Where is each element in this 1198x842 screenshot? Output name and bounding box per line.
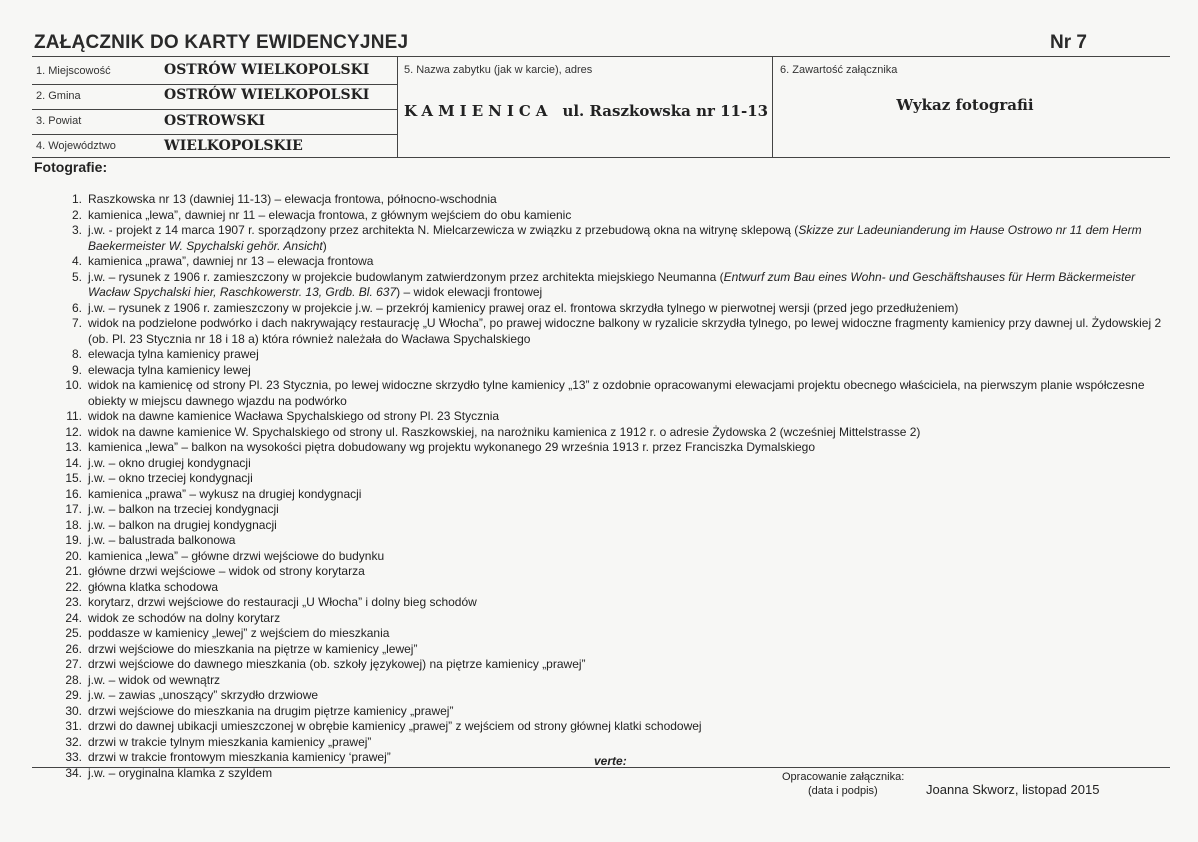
zawartosc-value: Wykaz fotografii (896, 96, 1034, 114)
item-description: j.w. – rysunek z 1906 r. zamieszczony w projekcie j.w. – przekrój kamienicy prawej oraz el. frontowa skrzydła tylnego w pierwotnej wersji (przed jego przedłużeniem) (88, 300, 959, 315)
item-number: 29. (65, 688, 82, 702)
item-description: j.w. – okno drugiej kondygnacji (88, 455, 251, 470)
list-item (40, 502, 1170, 518)
item-description: widok na podzielone podwórko i dach nakrywający restaurację „U Włocha”, po prawej widoczne balkony w ryzalicie skrzydła tylnego, po lewej widoczne fragmenty kamienicy przy dawnej ul. Żydowskiej 2 (ob. Pl. 23 Stycznia nr 18 i 18 a) która również należała do Wacława Spychalskiego (88, 316, 1162, 346)
list-item (40, 673, 1170, 689)
item-number: 7. (71, 316, 82, 330)
item-text (88, 688, 1170, 704)
item-description: widok na kamienicę od strony Pl. 23 Stycznia, po lewej widoczne skrzydło tylne kamienicy „13” z ozdobnie opracowanymi elewacjami projektu obecnego właściciela, na pierwszym planie współczesne obiekty w miejscu dawnego wjazdu na podwórko (88, 378, 1145, 408)
list-item (40, 657, 1170, 673)
list-item (40, 719, 1170, 735)
item-number: 5. (71, 269, 82, 284)
item-text (88, 254, 1170, 270)
item-description: główne drzwi wejściowe – widok od strony korytarza (88, 564, 365, 578)
list-item (40, 316, 1170, 347)
item-description: główna klatka schodowa (88, 579, 219, 594)
item-number: 13. (65, 440, 82, 454)
item-number: 26. (65, 641, 82, 656)
item-number: 27. (65, 657, 82, 671)
item-number: 30. (65, 703, 82, 718)
zawartosc-label: 6. Zawartość załącznika (780, 64, 898, 76)
item-description: kamienica „lewa” – główne drzwi wejściowe do budynku (88, 548, 385, 563)
list-item (40, 580, 1170, 596)
wojewodztwo-value: WIELKOPOLSKIE (164, 138, 303, 154)
item-description-tail: ) – widok elewacji frontowej (396, 285, 543, 299)
item-text (88, 301, 1170, 317)
miejscowosc-label: 1. Miejscowość (36, 65, 111, 77)
item-text (88, 533, 1170, 549)
row-divider (32, 134, 397, 135)
item-text (88, 378, 1170, 409)
item-description: kamienica „lewa”, dawniej nr 11 – elewacja frontowa, z głównym wejściem do obu kamienic (88, 207, 572, 222)
item-number: 14. (65, 455, 82, 470)
list-item (40, 704, 1170, 720)
monument-name (404, 102, 768, 120)
date-signature-label: (data i podpis) (808, 785, 878, 797)
item-number: 8. (71, 347, 82, 361)
item-description: kamienica „lewa” – balkon na wysokości piętra dobudowany wg projektu wykonanego 29 września 1913 r. przez Franciszka Dymalskiego (88, 440, 816, 454)
item-text (88, 363, 1170, 379)
item-description: j.w. - projekt z 14 marca 1907 r. sporządzony przez architekta N. Mielcarzewicza w związku z przebudową okna na witrynę sklepową ( (88, 223, 799, 237)
item-text (88, 223, 1170, 254)
item-number: 19. (65, 533, 82, 547)
item-description: widok ze schodów na dolny korytarz (88, 610, 281, 625)
item-description: elewacja tylna kamienicy prawej (88, 347, 259, 361)
verte-note: verte: (594, 754, 627, 768)
item-number: 22. (65, 579, 82, 594)
item-number: 33. (65, 750, 82, 764)
item-description: widok na dawne kamienice W. Spychalskiego od strony ul. Raszkowskiej, na narożniku kamienica z 1912 r. o adresie Żydowska 2 (wcześniej Mittelstrasse 2) (88, 424, 921, 439)
item-number: 21. (65, 564, 82, 578)
item-text (88, 673, 1170, 689)
item-description: korytarz, drzwi wejściowe do restauracji „U Włocha” i dolny bieg schodów (88, 595, 477, 609)
list-item (40, 347, 1170, 363)
miejscowosc-value: OSTRÓW WIELKOPOLSKI (164, 62, 370, 78)
item-number: 1. (71, 192, 82, 206)
item-description: poddasze w kamienicy „lewej” z wejściem do mieszkania (88, 626, 390, 640)
item-number: 10. (65, 378, 82, 392)
item-description: j.w. – zawias „unoszący” skrzydło drzwiowe (88, 688, 319, 702)
item-text (88, 642, 1170, 658)
item-text (88, 456, 1170, 472)
list-item (40, 425, 1170, 441)
item-text (88, 549, 1170, 565)
item-source-title: Entwurf zum Bau eines Wohn- und Geschäftshauses für Herm Bäckermeister Wacław Spychalski hier, Raschkowerstr. 13, Grdb. Bl. 637 (88, 269, 1136, 299)
photos-heading: Fotografie: (34, 159, 108, 175)
item-number: 18. (65, 517, 82, 532)
item-description: j.w. – balkon na drugiej kondygnacji (88, 517, 277, 532)
item-text (88, 719, 1170, 735)
item-text (88, 471, 1170, 487)
list-item (40, 564, 1170, 580)
item-number: 11. (66, 409, 82, 423)
item-text (88, 270, 1170, 301)
row-divider (32, 84, 397, 85)
list-item (40, 595, 1170, 611)
list-item (40, 611, 1170, 627)
item-number: 24. (65, 610, 82, 625)
attachment-number: Nr 7 (1050, 32, 1087, 53)
item-description: drzwi w trakcie frontowym mieszkania kamienicy ‘prawej” (88, 750, 391, 764)
item-text (88, 626, 1170, 642)
list-item (40, 378, 1170, 409)
item-number: 16. (65, 486, 82, 501)
prepared-by-label: Opracowanie załącznika: (782, 771, 905, 783)
list-item (40, 642, 1170, 658)
list-item (40, 487, 1170, 503)
item-text (88, 657, 1170, 673)
item-text (88, 425, 1170, 441)
item-description: elewacja tylna kamienicy lewej (88, 362, 251, 377)
item-description: j.w. – rysunek z 1906 r. zamieszczony w projekcie budowlanym zatwierdzonym przez architekta miejskiego Neumanna ( (88, 269, 724, 284)
item-description: widok na dawne kamienice Wacława Spychalskiego od strony Pl. 23 Stycznia (88, 409, 500, 423)
item-text (88, 316, 1170, 347)
item-number: 9. (71, 362, 82, 377)
item-text (88, 735, 1170, 751)
item-text (88, 750, 1170, 766)
item-text (88, 518, 1170, 534)
item-number: 28. (65, 672, 82, 687)
document-title: ZAŁĄCZNIK DO KARTY EWIDENCYJNEJ (34, 32, 409, 53)
table-bottom-rule (32, 157, 1170, 158)
list-item (40, 440, 1170, 456)
item-description: kamienica „prawa”, dawniej nr 13 – elewacja frontowa (88, 254, 374, 268)
item-number: 34. (65, 765, 82, 780)
item-number: 3. (71, 223, 82, 237)
item-description: j.w. – widok od wewnątrz (88, 672, 221, 687)
row-divider (32, 109, 397, 110)
item-number: 4. (71, 254, 82, 268)
item-description: j.w. – balkon na trzeciej kondygnacji (88, 502, 279, 516)
item-description: drzwi wejściowe do dawnego mieszkania (ob. szkoły językowej) na piętrze kamienicy „prawej” (88, 657, 586, 671)
list-item (40, 688, 1170, 704)
item-text (88, 580, 1170, 596)
item-description: Raszkowska nr 13 (dawniej 11-13) – elewacja frontowa, północno-wschodnia (88, 192, 497, 206)
item-text (88, 564, 1170, 580)
item-description: kamienica „prawa” – wykusz na drugiej kondygnacji (88, 486, 362, 501)
item-text (88, 487, 1170, 503)
list-item (40, 409, 1170, 425)
item-description: j.w. – okno trzeciej kondygnacji (88, 471, 253, 485)
item-description: drzwi wejściowe do mieszkania na drugim piętrze kamienicy „prawej” (88, 703, 454, 718)
item-number: 32. (65, 734, 82, 749)
list-item (40, 270, 1170, 301)
item-description-tail: ) (322, 238, 327, 253)
item-number: 6. (71, 300, 82, 315)
item-number: 23. (65, 595, 82, 609)
item-text (88, 611, 1170, 627)
item-description: j.w. – balustrada balkonowa (88, 533, 236, 547)
item-text (88, 595, 1170, 611)
item-description: drzwi wejściowe do mieszkania na piętrze w kamienicy „lewej” (88, 641, 418, 656)
list-item (40, 363, 1170, 379)
monument-word: KAMIENICA (404, 102, 553, 120)
column-divider (772, 56, 773, 157)
photo-list (40, 192, 1170, 781)
list-item (40, 223, 1170, 254)
item-text (88, 208, 1170, 224)
powiat-value: OSTROWSKI (164, 113, 266, 129)
item-text (88, 704, 1170, 720)
list-item (40, 301, 1170, 317)
list-item (40, 549, 1170, 565)
list-item (40, 626, 1170, 642)
list-item (40, 254, 1170, 270)
item-description: drzwi do dawnej ubikacji umieszczonej w obrębie kamienicy „prawej” z wejściem od strony głównej klatki schodowej (88, 719, 702, 733)
item-description: j.w. – oryginalna klamka z szyldem (88, 765, 273, 780)
item-number: 20. (65, 548, 82, 563)
item-number: 12. (65, 424, 82, 439)
list-item (40, 735, 1170, 751)
gmina-value: OSTRÓW WIELKOPOLSKI (164, 87, 370, 103)
item-text (88, 502, 1170, 518)
item-text (88, 192, 1170, 208)
item-number: 25. (65, 626, 82, 640)
powiat-label: 3. Powiat (36, 115, 82, 127)
item-number: 15. (65, 471, 82, 485)
item-number: 2. (71, 207, 82, 222)
nazwa-zabytku-label: 5. Nazwa zabytku (jak w karcie), adres (404, 64, 593, 76)
item-text (88, 440, 1170, 456)
list-item (40, 471, 1170, 487)
gmina-label: 2. Gmina (36, 90, 81, 102)
item-description: drzwi w trakcie tylnym mieszkania kamienicy „prawej” (88, 734, 372, 749)
list-item (40, 533, 1170, 549)
monument-address: ul. Raszkowska nr 11-13 (562, 102, 769, 120)
column-divider (397, 56, 398, 157)
wojewodztwo-label: 4. Województwo (36, 140, 116, 152)
author-signature: Joanna Skworz, listopad 2015 (926, 782, 1100, 797)
list-item (40, 456, 1170, 472)
item-number: 17. (65, 502, 82, 516)
item-text (88, 347, 1170, 363)
header-rule (32, 56, 1170, 57)
item-number: 31. (65, 719, 82, 733)
list-item (40, 208, 1170, 224)
item-text (88, 409, 1170, 425)
list-item (40, 518, 1170, 534)
list-item (40, 192, 1170, 208)
item-source-title: Skizze zur Ladeunianderung im Hause Ostrowo nr 11 dem Herm Baekermeister W. Spychalski gehör. Ansicht (88, 223, 1142, 253)
